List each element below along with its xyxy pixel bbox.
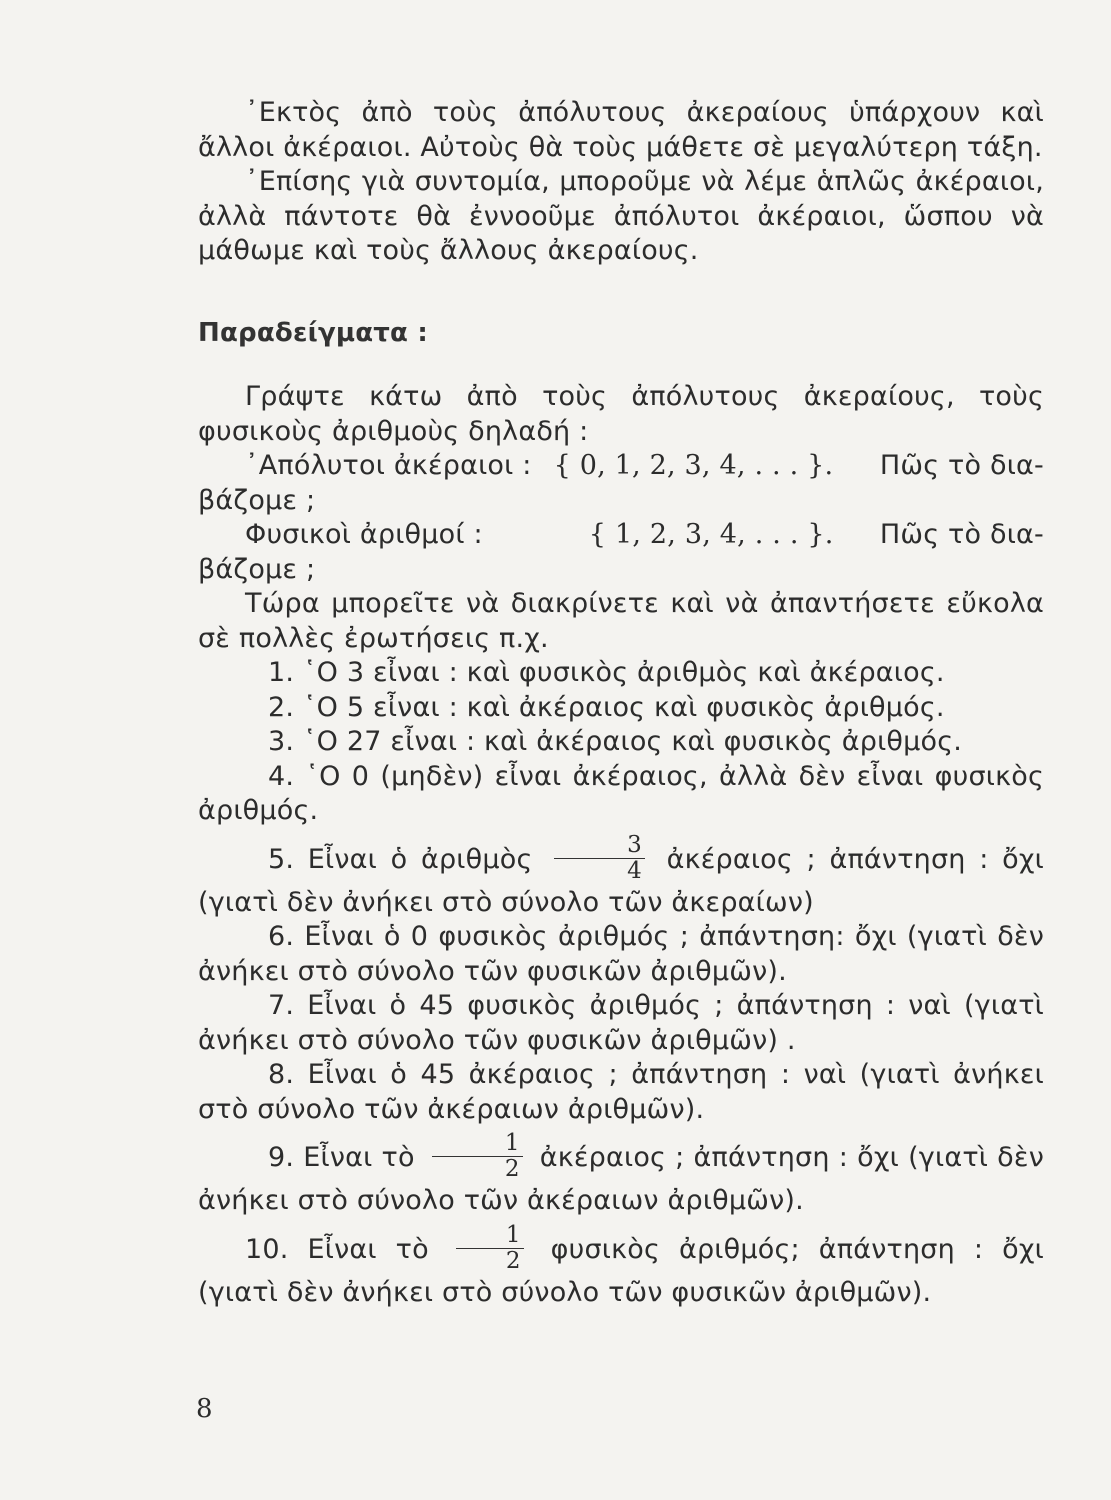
page-content <box>198 96 1044 1308</box>
example-6: 6. Εἶναι ὁ 0 φυσικὸς ἀριθμός ; ἀπάντηση: ὄχι (γιατὶ δὲν ἀνήκει στὸ σύνολο τῶν φυσικῶν ἀριθμῶν). <box>198 921 1044 987</box>
transition-paragraph: Τώρα μπορεῖτε νὰ διακρίνετε καὶ νὰ ἀπαντήσετε εὔκολα σὲ πολλὲς ἐρωτήσεις π.χ. <box>198 588 1044 654</box>
page-number: 8 <box>196 1394 213 1424</box>
example-4: 4. ῾Ο 0 (μηδὲν) εἶναι ἀκέραιος, ἀλλὰ δὲν εἶναι φυσικὸς ἀριθμός. <box>198 760 1044 826</box>
fraction-1-2 <box>432 1131 523 1182</box>
example-8: 8. Εἶναι ὁ 45 ἀκέραιος ; ἀπάντηση : ναὶ (γιατὶ ἀνήκει στὸ σύνολο τῶν ἀκέραιων ἀριθμῶν). <box>198 1059 1044 1125</box>
fraction-3-4 <box>554 833 645 884</box>
fraction-denominator: 2 <box>504 1156 520 1182</box>
fraction-numerator: 3 <box>554 833 645 859</box>
natural-numbers-label: Φυσικοὶ ἀριθμοί : <box>245 519 483 550</box>
fraction-numerator: 1 <box>456 1223 524 1249</box>
intro-paragraph-1: ᾿Εκτὸς ἀπὸ τοὺς ἀπόλυτους ἀκεραίους ὑπάρχουν καὶ ἄλλοι ἀκέραιοι. Αὐτοὺς θὰ τοὺς μάθετε σὲ μεγαλύτερη τάξη. <box>198 97 1044 163</box>
natural-numbers-row <box>198 518 1044 553</box>
absolute-integers-label: ᾿Απόλυτοι ἀκέραιοι : <box>245 450 532 481</box>
example-5 <box>198 831 1044 921</box>
example-10 <box>198 1221 1044 1311</box>
fraction-denominator: 2 <box>505 1247 521 1274</box>
examples-section <box>198 380 1044 1310</box>
instruction-paragraph: Γράψτε κάτω ἀπὸ τοὺς ἀπόλυτους ἀκεραίους, τοὺς φυσικοὺς ἀριθμοὺς δηλαδή : <box>198 381 1044 447</box>
natural-numbers-question: Πῶς τὸ δια- <box>879 519 1044 550</box>
fraction-denominator: 4 <box>627 857 642 884</box>
natural-numbers-question-cont: βάζομε ; <box>198 553 316 585</box>
example-9-question: 9. Εἶναι τὸ <box>268 1142 415 1173</box>
example-9-answer: ἀκέραιος ; ἀπάντηση : ὄχι (γιατὶ δὲν ἀνήκει στὸ σύνολο τῶν ἀκέραιων ἀριθμῶν). <box>198 1142 1044 1216</box>
natural-numbers-set: { 1, 2, 3, 4, . . . }. <box>588 519 834 550</box>
absolute-integers-question: Πῶς τὸ δια- <box>879 450 1044 481</box>
example-9 <box>198 1130 1044 1219</box>
absolute-integers-question-cont: βάζομε ; <box>198 484 316 516</box>
fraction-1-2-second <box>456 1223 524 1274</box>
example-5-answer: ἀκέραιος ; ἀπάντηση : ὄχι (γιατὶ δὲν ἀνήκει στὸ σύνολο τῶν ἀκεραίων) <box>198 843 1044 918</box>
example-7: 7. Εἶναι ὁ 45 φυσικὸς ἀριθμός ; ἀπάντηση : ναὶ (γιατὶ ἀνήκει στὸ σύνολο τῶν φυσικῶν ἀριθμῶν) . <box>198 990 1044 1056</box>
intro-paragraph-2: ᾿Επίσης γιὰ συντομία, μποροῦμε νὰ λέμε ἁπλῶς ἀκέραιοι, ἀλλὰ πάντοτε θὰ ἐννοοῦμε ἀπόλυτοι ἀκέραιοι, ὥσπου νὰ μάθωμε καὶ τοὺς ἄλλους ἀκεραίους. <box>198 166 1044 266</box>
example-10-question: 10. Εἶναι τὸ <box>245 1233 429 1265</box>
example-2: 2. ῾Ο 5 εἶναι : καὶ ἀκέραιος καὶ φυσικὸς ἀριθμός. <box>268 691 945 723</box>
example-10-answer: φυσικὸς ἀριθμός; ἀπάντηση : ὄχι (γιατὶ δὲν ἀνήκει στὸ σύνολο τῶν φυσικῶν ἀριθμῶν). <box>198 1233 1044 1308</box>
absolute-integers-set: { 0, 1, 2, 3, 4, . . . }. <box>553 450 834 481</box>
example-5-question: 5. Εἶναι ὁ ἀριθμὸς <box>268 843 533 875</box>
absolute-integers-row <box>198 449 1044 484</box>
example-3: 3. ῾Ο 27 εἶναι : καὶ ἀκέραιος καὶ φυσικὸς ἀριθμός. <box>268 726 963 757</box>
example-1: 1. ῾Ο 3 εἶναι : καὶ φυσικὸς ἀριθμὸς καὶ ἀκέραιος. <box>268 657 945 688</box>
examples-heading: Παραδείγματα : <box>198 318 428 348</box>
fraction-numerator: 1 <box>432 1131 523 1157</box>
